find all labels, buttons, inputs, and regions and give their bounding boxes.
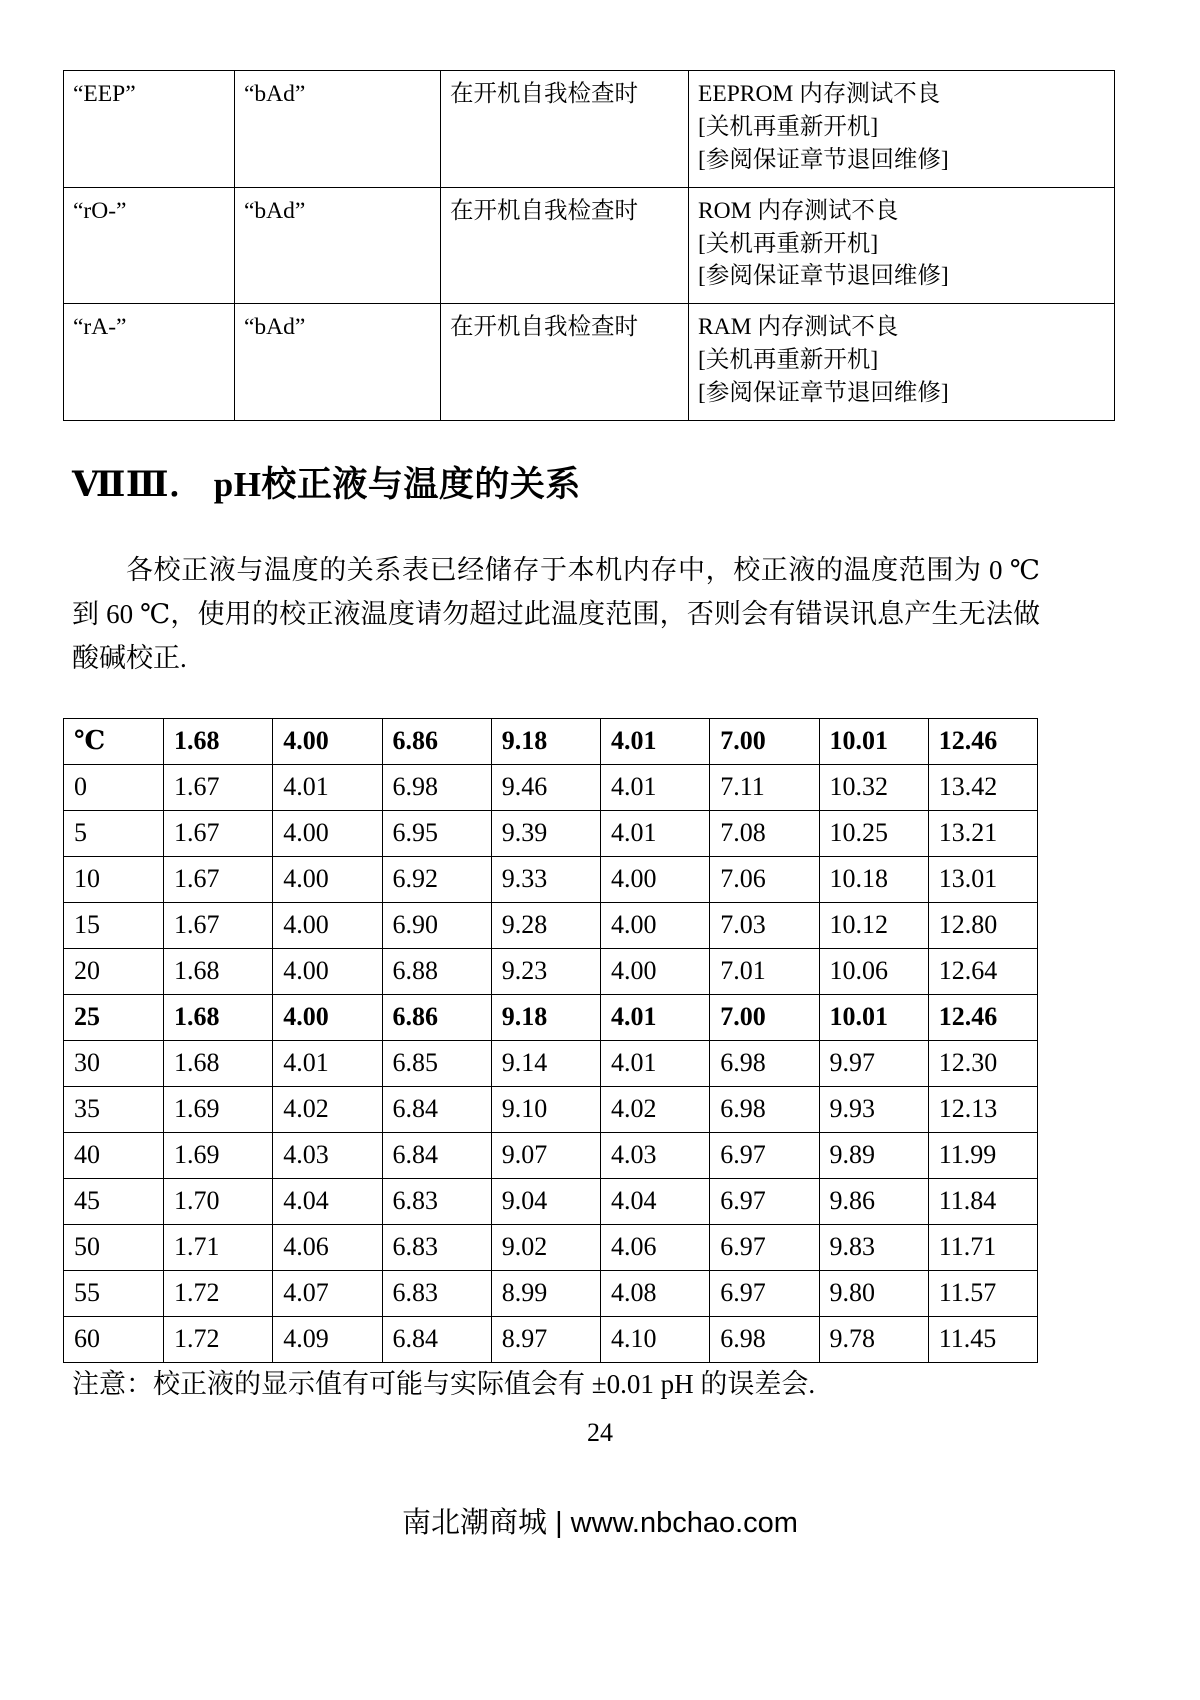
ph-value-cell: 9.93 bbox=[819, 1087, 928, 1133]
error-description-line: [参阅保证章节退回维修] bbox=[698, 146, 949, 173]
ph-value-cell: 9.02 bbox=[491, 1225, 600, 1271]
ph-value-cell: 8.99 bbox=[491, 1271, 600, 1317]
table-row bbox=[64, 1041, 1038, 1087]
ph-value-cell: 13.21 bbox=[928, 811, 1037, 857]
ph-value-cell: 4.00 bbox=[601, 949, 710, 995]
ph-value-cell: 9.86 bbox=[819, 1179, 928, 1225]
ph-value-cell: 8.97 bbox=[491, 1317, 600, 1363]
error-description-line: EEPROM 内存测试不良 bbox=[698, 81, 941, 107]
ph-value-cell: 9.80 bbox=[819, 1271, 928, 1317]
ph-value-cell: 1.68 bbox=[164, 1041, 273, 1087]
ph-value-cell: 6.83 bbox=[382, 1179, 491, 1225]
ph-value-cell: 6.97 bbox=[710, 1271, 819, 1317]
ph-value-cell: 4.08 bbox=[601, 1271, 710, 1317]
ph-value-cell: 12.30 bbox=[928, 1041, 1037, 1087]
error-status-cell bbox=[235, 304, 441, 421]
ph-value-cell: 9.83 bbox=[819, 1225, 928, 1271]
ph-value-cell: 9.97 bbox=[819, 1041, 928, 1087]
error-status-text: “bAd” bbox=[244, 314, 306, 341]
ph-value-cell: 4.00 bbox=[273, 719, 382, 765]
ph-value-cell: 4.01 bbox=[601, 719, 710, 765]
temperature-cell: 5 bbox=[64, 811, 164, 857]
ph-value-cell: 4.01 bbox=[273, 765, 382, 811]
error-status-cell bbox=[235, 71, 441, 188]
error-condition-cell bbox=[441, 187, 689, 304]
ph-value-cell: 6.83 bbox=[382, 1225, 491, 1271]
ph-value-cell: 11.45 bbox=[928, 1317, 1037, 1363]
error-status-text: “bAd” bbox=[244, 81, 306, 107]
error-code-table-body bbox=[64, 71, 1115, 421]
ph-value-cell: 1.69 bbox=[164, 1087, 273, 1133]
ph-value-cell: 4.10 bbox=[601, 1317, 710, 1363]
ph-value-cell: 4.00 bbox=[601, 903, 710, 949]
ph-value-cell: 4.00 bbox=[273, 811, 382, 857]
error-condition-cell bbox=[441, 304, 689, 421]
error-description-line: ROM 内存测试不良 bbox=[698, 197, 899, 224]
error-description-cell bbox=[689, 304, 1115, 421]
ph-value-cell: 7.03 bbox=[710, 903, 819, 949]
table-row bbox=[64, 1087, 1038, 1133]
temperature-cell: 50 bbox=[64, 1225, 164, 1271]
ph-value-cell: 4.01 bbox=[601, 1041, 710, 1087]
ph-value-cell: 6.84 bbox=[382, 1133, 491, 1179]
ph-value-cell: 9.23 bbox=[491, 949, 600, 995]
section-paragraph: 各校正液与温度的关系表已经储存于本机内存中，校正液的温度范围为 0 ℃ 到 60 ℃，使用的校正液温度请勿超过此温度范围，否则会有错误讯息产生无法做酸碱校正. bbox=[72, 555, 1040, 673]
temperature-cell: 35 bbox=[64, 1087, 164, 1133]
ph-value-cell: 4.02 bbox=[273, 1087, 382, 1133]
temperature-cell: 0 bbox=[64, 765, 164, 811]
temperature-cell: 30 bbox=[64, 1041, 164, 1087]
ph-value-cell: 4.01 bbox=[601, 995, 710, 1041]
ph-value-cell: 9.46 bbox=[491, 765, 600, 811]
ph-value-cell: 4.04 bbox=[273, 1179, 382, 1225]
table-row bbox=[64, 811, 1038, 857]
ph-value-cell: 11.71 bbox=[928, 1225, 1037, 1271]
ph-value-cell: 6.95 bbox=[382, 811, 491, 857]
ph-value-cell: 7.06 bbox=[710, 857, 819, 903]
temperature-cell: ℃ bbox=[64, 719, 164, 765]
table-note: 注意：校正液的显示值有可能与实际值会有 ±0.01 pH 的误差会. bbox=[72, 1369, 816, 1399]
ph-value-cell: 9.78 bbox=[819, 1317, 928, 1363]
table-row bbox=[64, 765, 1038, 811]
temperature-cell: 20 bbox=[64, 949, 164, 995]
ph-value-cell: 4.03 bbox=[273, 1133, 382, 1179]
error-condition-text: 在开机自我检查时 bbox=[450, 81, 638, 107]
error-code-cell bbox=[64, 187, 235, 304]
section-heading: ⅦⅢ． pH校正液与温度的关系 bbox=[72, 465, 581, 504]
ph-value-cell: 6.88 bbox=[382, 949, 491, 995]
error-code-text: “rO-” bbox=[73, 197, 127, 224]
error-condition-text: 在开机自我检查时 bbox=[450, 314, 638, 341]
ph-value-cell: 9.14 bbox=[491, 1041, 600, 1087]
temperature-cell: 15 bbox=[64, 903, 164, 949]
table-row bbox=[64, 719, 1038, 765]
ph-value-cell: 6.98 bbox=[710, 1041, 819, 1087]
table-row bbox=[64, 857, 1038, 903]
ph-value-cell: 10.01 bbox=[819, 995, 928, 1041]
ph-value-cell: 6.98 bbox=[382, 765, 491, 811]
ph-value-cell: 4.02 bbox=[601, 1087, 710, 1133]
ph-value-cell: 11.84 bbox=[928, 1179, 1037, 1225]
ph-value-cell: 4.01 bbox=[273, 1041, 382, 1087]
ph-value-cell: 4.01 bbox=[601, 811, 710, 857]
ph-value-cell: 1.67 bbox=[164, 765, 273, 811]
table-row bbox=[64, 995, 1038, 1041]
error-condition-text: 在开机自我检查时 bbox=[450, 197, 638, 224]
ph-value-cell: 4.00 bbox=[273, 857, 382, 903]
ph-value-cell: 9.28 bbox=[491, 903, 600, 949]
ph-value-cell: 6.98 bbox=[710, 1317, 819, 1363]
ph-value-cell: 12.13 bbox=[928, 1087, 1037, 1133]
ph-value-cell: 13.42 bbox=[928, 765, 1037, 811]
ph-value-cell: 6.97 bbox=[710, 1179, 819, 1225]
ph-value-cell: 6.84 bbox=[382, 1317, 491, 1363]
ph-value-cell: 9.39 bbox=[491, 811, 600, 857]
ph-value-cell: 10.32 bbox=[819, 765, 928, 811]
ph-value-cell: 7.00 bbox=[710, 995, 819, 1041]
ph-value-cell: 10.25 bbox=[819, 811, 928, 857]
ph-value-cell: 4.00 bbox=[273, 949, 382, 995]
ph-value-cell: 6.83 bbox=[382, 1271, 491, 1317]
table-row bbox=[64, 304, 1115, 421]
temperature-cell: 55 bbox=[64, 1271, 164, 1317]
ph-value-cell: 12.46 bbox=[928, 719, 1037, 765]
table-row bbox=[64, 1271, 1038, 1317]
ph-value-cell: 4.07 bbox=[273, 1271, 382, 1317]
ph-value-cell: 6.97 bbox=[710, 1133, 819, 1179]
ph-value-cell: 4.04 bbox=[601, 1179, 710, 1225]
error-condition-cell bbox=[441, 71, 689, 188]
ph-temperature-table-body bbox=[64, 719, 1038, 1363]
error-code-cell bbox=[64, 71, 235, 188]
ph-value-cell: 10.18 bbox=[819, 857, 928, 903]
table-row bbox=[64, 903, 1038, 949]
error-code-text: “rA-” bbox=[73, 314, 127, 341]
error-description-line: [关机再重新开机] bbox=[698, 347, 879, 374]
table-row bbox=[64, 1225, 1038, 1271]
error-code-table bbox=[63, 70, 1115, 421]
error-description-cell bbox=[689, 71, 1115, 188]
temperature-cell: 10 bbox=[64, 857, 164, 903]
temperature-cell: 45 bbox=[64, 1179, 164, 1225]
ph-value-cell: 1.71 bbox=[164, 1225, 273, 1271]
error-code-cell bbox=[64, 304, 235, 421]
ph-value-cell: 7.01 bbox=[710, 949, 819, 995]
ph-value-cell: 1.67 bbox=[164, 903, 273, 949]
footer-watermark: 南北潮商城 | www.nbchao.com bbox=[402, 1507, 798, 1539]
temperature-cell: 60 bbox=[64, 1317, 164, 1363]
table-row bbox=[64, 949, 1038, 995]
error-description-line: [关机再重新开机] bbox=[698, 230, 879, 257]
ph-value-cell: 10.01 bbox=[819, 719, 928, 765]
ph-value-cell: 6.98 bbox=[710, 1087, 819, 1133]
temperature-cell: 25 bbox=[64, 995, 164, 1041]
ph-value-cell: 9.04 bbox=[491, 1179, 600, 1225]
ph-value-cell: 1.67 bbox=[164, 811, 273, 857]
error-code-text: “EEP” bbox=[73, 81, 136, 107]
ph-value-cell: 9.10 bbox=[491, 1087, 600, 1133]
error-description-line: [参阅保证章节退回维修] bbox=[698, 380, 949, 407]
ph-value-cell: 1.68 bbox=[164, 995, 273, 1041]
ph-value-cell: 6.86 bbox=[382, 995, 491, 1041]
error-description-line: [参阅保证章节退回维修] bbox=[698, 263, 949, 290]
ph-value-cell: 10.06 bbox=[819, 949, 928, 995]
ph-value-cell: 4.00 bbox=[601, 857, 710, 903]
table-row bbox=[64, 1317, 1038, 1363]
ph-value-cell: 10.12 bbox=[819, 903, 928, 949]
ph-value-cell: 4.01 bbox=[601, 765, 710, 811]
ph-value-cell: 6.92 bbox=[382, 857, 491, 903]
page-number: 24 bbox=[587, 1418, 613, 1447]
ph-value-cell: 6.90 bbox=[382, 903, 491, 949]
ph-value-cell: 11.99 bbox=[928, 1133, 1037, 1179]
ph-value-cell: 6.84 bbox=[382, 1087, 491, 1133]
ph-value-cell: 9.33 bbox=[491, 857, 600, 903]
ph-value-cell: 9.89 bbox=[819, 1133, 928, 1179]
ph-value-cell: 1.69 bbox=[164, 1133, 273, 1179]
ph-value-cell: 1.70 bbox=[164, 1179, 273, 1225]
ph-temperature-table bbox=[63, 718, 1038, 1363]
temperature-cell: 40 bbox=[64, 1133, 164, 1179]
ph-value-cell: 1.68 bbox=[164, 719, 273, 765]
ph-value-cell: 9.18 bbox=[491, 719, 600, 765]
ph-value-cell: 1.68 bbox=[164, 949, 273, 995]
ph-value-cell: 6.97 bbox=[710, 1225, 819, 1271]
ph-value-cell: 4.06 bbox=[273, 1225, 382, 1271]
table-row bbox=[64, 1179, 1038, 1225]
ph-value-cell: 4.00 bbox=[273, 995, 382, 1041]
ph-value-cell: 6.85 bbox=[382, 1041, 491, 1087]
ph-value-cell: 12.64 bbox=[928, 949, 1037, 995]
error-description-line: [关机再重新开机] bbox=[698, 113, 879, 140]
error-status-cell bbox=[235, 187, 441, 304]
error-description-line: RAM 内存测试不良 bbox=[698, 314, 899, 341]
ph-value-cell: 9.07 bbox=[491, 1133, 600, 1179]
ph-value-cell: 1.72 bbox=[164, 1271, 273, 1317]
error-status-text: “bAd” bbox=[244, 197, 306, 224]
ph-value-cell: 4.00 bbox=[273, 903, 382, 949]
ph-value-cell: 7.00 bbox=[710, 719, 819, 765]
ph-value-cell: 7.08 bbox=[710, 811, 819, 857]
error-description-cell bbox=[689, 187, 1115, 304]
table-row bbox=[64, 1133, 1038, 1179]
ph-value-cell: 4.09 bbox=[273, 1317, 382, 1363]
table-row bbox=[64, 71, 1115, 188]
ph-value-cell: 1.72 bbox=[164, 1317, 273, 1363]
ph-value-cell: 1.67 bbox=[164, 857, 273, 903]
ph-value-cell: 4.03 bbox=[601, 1133, 710, 1179]
table-row bbox=[64, 187, 1115, 304]
ph-value-cell: 11.57 bbox=[928, 1271, 1037, 1317]
ph-value-cell: 12.80 bbox=[928, 903, 1037, 949]
ph-value-cell: 13.01 bbox=[928, 857, 1037, 903]
ph-value-cell: 4.06 bbox=[601, 1225, 710, 1271]
ph-value-cell: 9.18 bbox=[491, 995, 600, 1041]
ph-value-cell: 7.11 bbox=[710, 765, 819, 811]
ph-value-cell: 6.86 bbox=[382, 719, 491, 765]
ph-value-cell: 12.46 bbox=[928, 995, 1037, 1041]
